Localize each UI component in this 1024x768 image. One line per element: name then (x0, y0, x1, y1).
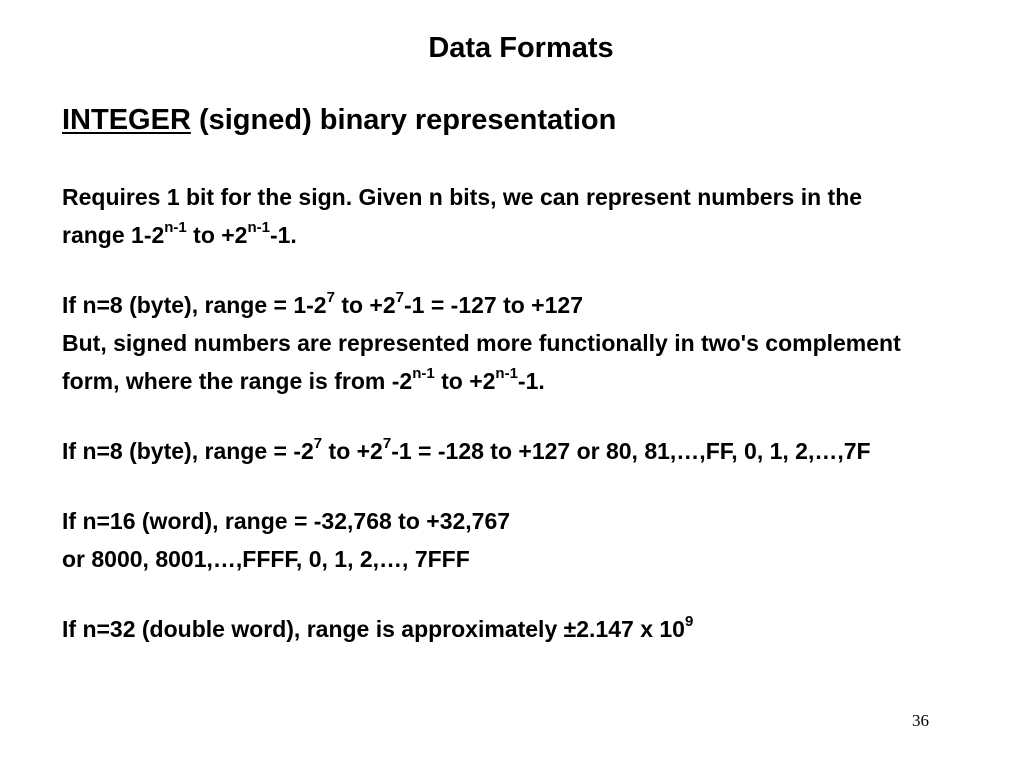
text-run: If n=8 (byte), range = 1-2 (62, 292, 327, 318)
paragraph-double-word-range (62, 612, 982, 646)
superscript: 7 (326, 289, 335, 307)
text-run: range 1-2 (62, 222, 165, 248)
text-run: -1. (517, 368, 545, 394)
heading-keyword: INTEGER (62, 104, 191, 136)
superscript: 7 (313, 435, 323, 453)
text-run: If n=8 (byte), range = -2 (62, 438, 314, 464)
paragraph-twos-complement: But, signed numbers are represented more functionally in two's complement (62, 330, 901, 356)
text-run: to +2 (434, 368, 496, 394)
paragraph-sign-bit: Requires 1 bit for the sign. Given n bits, we can represent numbers in the (62, 184, 863, 210)
superscript: n-1 (495, 365, 518, 383)
page-number: 36 (912, 711, 929, 730)
paragraph-word-range: If n=16 (word), range = -32,768 to +32,767 (62, 508, 511, 534)
superscript: n-1 (247, 219, 270, 237)
slide-title: Data Formats (428, 32, 614, 64)
text-run: -1. (269, 222, 297, 248)
superscript: 7 (395, 289, 404, 307)
text-run: If n=32 (double word), range is approximately ±2.147 x 10 (62, 616, 685, 642)
text-run: -1 = -127 to +127 (404, 292, 583, 318)
text-run: to +2 (334, 292, 396, 318)
text-run: to +2 (186, 222, 248, 248)
paragraph-twos-complement-range (62, 364, 982, 398)
superscript: 7 (382, 435, 392, 453)
paragraph-byte-range (62, 288, 982, 322)
superscript: n-1 (412, 365, 435, 383)
text-run: -1 = -128 to +127 or 80, 81,…,FF, 0, 1, 2,…,7F (391, 438, 871, 464)
superscript: 9 (684, 613, 694, 631)
section-heading (62, 102, 616, 138)
text-run: to +2 (322, 438, 383, 464)
paragraph-range-formula (62, 218, 982, 252)
paragraph-byte-twos-range (62, 434, 982, 468)
text-run: form, where the range is from -2 (62, 368, 413, 394)
heading-rest: (signed) binary representation (190, 104, 617, 136)
superscript: n-1 (164, 219, 187, 237)
slide-body (62, 180, 982, 650)
paragraph-word-hex-range: or 8000, 8001,…,FFFF, 0, 1, 2,…, 7FFF (62, 546, 470, 572)
